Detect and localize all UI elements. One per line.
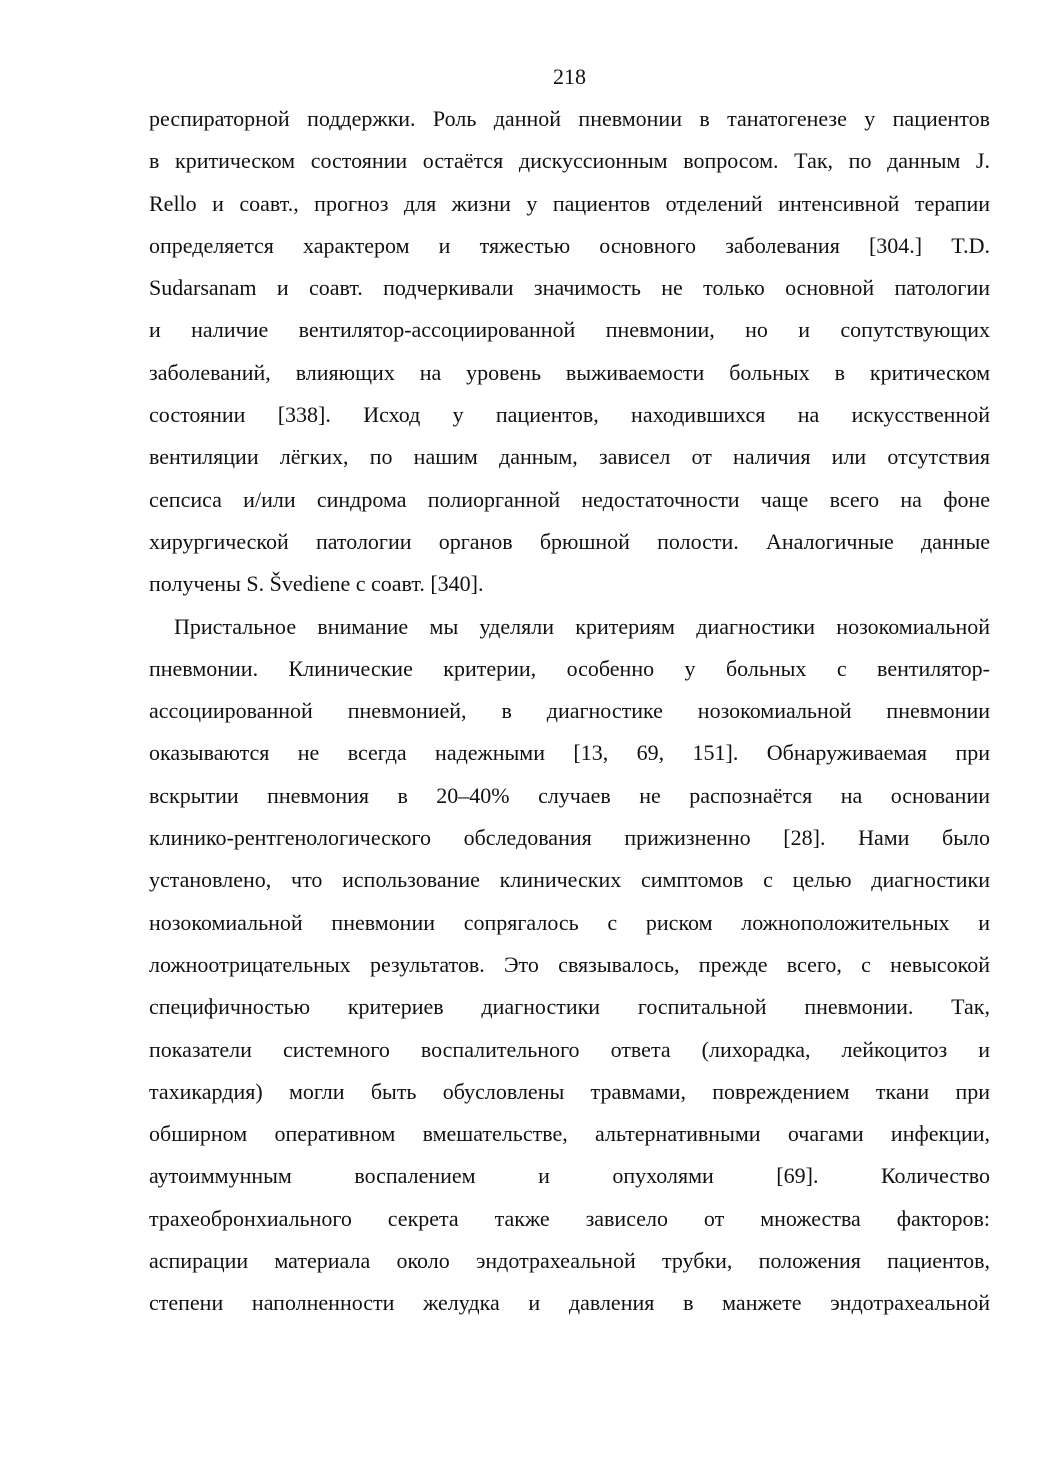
text-line: в критическом состоянии остаётся дискуссионным вопросом. Так, по данным J. <box>149 148 990 174</box>
text-line: сепсиса и/или синдрома полиорганной недостаточности чаще всего на фоне <box>149 486 990 512</box>
paragraph-2 <box>149 606 990 1325</box>
text-line: нозокомиальной пневмонии сопрягалось с риском ложноположительных и <box>149 909 990 935</box>
text-line: установлено, что использование клинических симптомов с целью диагностики <box>149 867 990 893</box>
text-line: определяется характером и тяжестью основного заболевания [304.] T.D. <box>149 232 990 258</box>
text-line: аспирации материала около эндотрахеальной трубки, положения пациентов, <box>149 1248 990 1274</box>
text-line: показатели системного воспалительного ответа (лихорадка, лейкоцитоз и <box>149 1036 990 1062</box>
page-number: 218 <box>553 64 586 89</box>
text-line: и наличие вентилятор-ассоциированной пневмонии, но и сопутствующих <box>149 317 990 343</box>
text-line: ложноотрицательных результатов. Это связывалось, прежде всего, с невысокой <box>149 951 990 977</box>
paragraph-1 <box>149 98 990 606</box>
text-line: трахеобронхиального секрета также зависело от множества факторов: <box>149 1205 990 1231</box>
text-line: клинико-рентгенологического обследования прижизненно [28]. Нами было <box>149 825 990 851</box>
text-line: пневмонии. Клинические критерии, особенно у больных с вентилятор- <box>149 655 990 681</box>
text-line: Sudarsanam и соавт. подчеркивали значимость не только основной патологии <box>149 275 990 301</box>
text-line: хирургической патологии органов брюшной полости. Аналогичные данные <box>149 528 990 554</box>
text-line: обширном оперативном вмешательстве, альтернативными очагами инфекции, <box>149 1121 990 1147</box>
text-line: состоянии [338]. Исход у пациентов, находившихся на искусственной <box>149 402 990 428</box>
text-line: заболеваний, влияющих на уровень выживаемости больных в критическом <box>149 359 990 385</box>
text-line: степени наполненности желудка и давления в манжете эндотрахеальной <box>149 1290 990 1316</box>
text-line: оказываются не всегда надежными [13, 69, 151]. Обнаруживаемая при <box>149 740 990 766</box>
text-line: тахикардия) могли быть обусловлены травмами, повреждением ткани при <box>149 1078 990 1104</box>
text-line: вскрытии пневмония в 20–40% случаев не распознаётся на основании <box>149 782 990 808</box>
text-line: ассоциированной пневмонией, в диагностике нозокомиальной пневмонии <box>149 698 990 724</box>
text-line: Rello и соавт., прогноз для жизни у пациентов отделений интенсивной терапии <box>149 190 990 216</box>
text-line: получены S. Švediene с соавт. [340]. <box>149 571 484 597</box>
text-line: специфичностью критериев диагностики госпитальной пневмонии. Так, <box>149 994 990 1020</box>
text-line: аутоиммунным воспалением и опухолями [69]. Количество <box>149 1163 990 1189</box>
text-line: респираторной поддержки. Роль данной пневмонии в танатогенезе у пациентов <box>149 106 990 131</box>
text-line: Пристальное внимание мы уделяли критериям диагностики нозокомиальной <box>174 613 990 639</box>
body-text <box>149 98 990 1325</box>
text-line: вентиляции лёгких, по нашим данным, зависел от наличия или отсутствия <box>149 444 990 470</box>
